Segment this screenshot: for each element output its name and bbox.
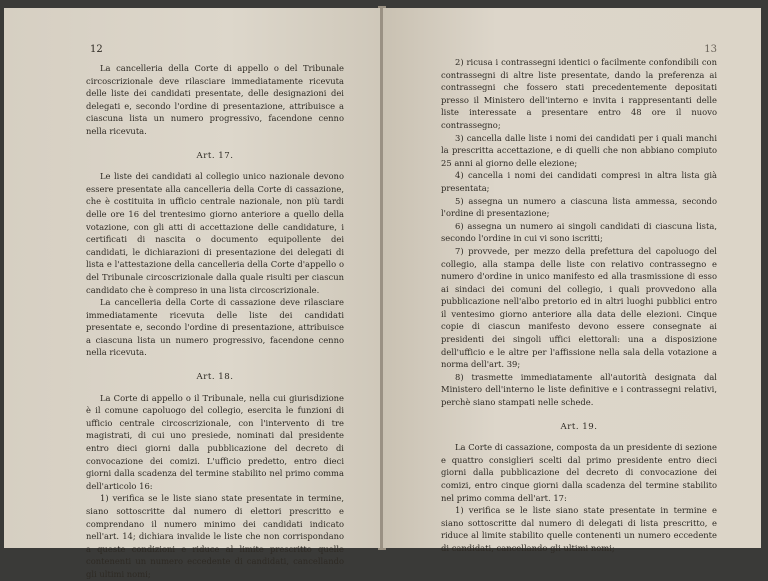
article-18-item-2: 2) ricusa i contrassegni identici o facilmente confondibili con contrassegni di altre liste presentate, dando la preferenza ai contrassegni che fossero stati precedentemente depositati presso il Ministero dell'interno e invita i rappresentanti delle liste interessate a presentare entro 48 ore il nuovo contrassegno; [441, 57, 717, 130]
article-19-heading: Art. 19. [560, 421, 598, 432]
page-number-left: 12 [90, 44, 103, 55]
article-18-item-5: 5) assegna un numero a ciascuna lista ammessa, secondo l'ordine di presentazione; [441, 195, 717, 219]
article-18-item-8: 8) trasmette immediatamente all'autorità designata dal Ministero dell'interno le liste definitive e i contrassegni relativi, perchè siano stampati nelle schede. [441, 371, 717, 408]
article-18-paragraph-1: La Corte di appello o il Tribunale, nella cui giurisdizione è il comune capoluogo del collegio, esercita le funzioni di ufficio centrale circoscrizionale, con l'intervento di tre magistrati, di cui uno presiede, nominati dal presidente entro dieci giorni dalla pubblicazione del decreto di convocazione dei comizi. L'ufficio predetto, entro dieci giorni dalla scadenza del termine stabilito nel primo comma dell'articolo 16: [86, 392, 344, 491]
article-18-item-3: 3) cancella dalle liste i nomi dei candidati per i quali manchi la prescritta accettazione, e di quelli che non abbiano compiuto 25 anni al giorno delle elezione; [441, 132, 717, 168]
intro-paragraph: La cancelleria della Corte di appello o del Tribunale circoscrizionale deve rilasciare immediatamente ricevuta delle liste dei candidati presentate, delle designazioni dei delegati e, secondo l'ordine di presentazione, attribuisce a ciascuna lista un numero progressivo, facendone cenno nella ricevuta. [86, 63, 344, 136]
article-19-paragraph-1: La Corte di cassazione, composta da un presidente di sezione e quattro consiglieri scelti dal primo presidente entro dieci giorni dalla pubblicazione del decreto di convocazione dei comizi, entro cinque giorni dalla scadenza del termine stabilito nel primo comma dell'art. 17: [441, 442, 717, 503]
article-18-item-4: 4) cancella i nomi dei candidati compresi in altra lista già presentata; [441, 170, 717, 193]
page-number-right: 13 [704, 44, 717, 55]
left-page [4, 8, 380, 579]
article-17-heading: Art. 17. [196, 150, 234, 161]
article-18-item-7: 7) provvede, per mezzo della prefettura del capoluogo del collegio, alla stampa delle liste con relativo contrassegno e numero d'ordine in unico manifesto ed alla trasmissione di esso ai sindaci dei comuni del collegio, i quali provvedono alla pubblicazione nell'albo pretorio ed in altri luoghi pubblici entro il ventesimo giorno anteriore alla data delle elezioni. Cinque copie di ciascun manifesto devono essere consegnate ai presidenti dei singoli uffici elettorali: una a disposizione dell'ufficio e le altre per l'affissione nella sala della votazione a norma dell'art. 39; [441, 245, 717, 370]
article-18-item-1: 1) verifica se le liste siano state presentate in termine, siano sottoscritte dal numero di elettori prescritto e comprendano il numero minimo dei candidati indicato nell'art. 14; dichiara invalide le liste che non corrispondano a queste condizioni e riduce al limite prescritto quelle contenenti un numero eccedente di candidati, cancellando gli ultimi nomi; [86, 493, 344, 579]
article-17-paragraph-2: La cancelleria della Corte di cassazione deve rilasciare immediatamente ricevuta delle liste dei candidati presentate e, secondo l'ordine di presentazione, attribuisce a ciascuna lista un numero progressivo, facendone cenno nella ricevuta. [86, 297, 344, 358]
right-page-text [441, 56, 717, 555]
right-page [383, 8, 761, 553]
left-page-text [86, 62, 344, 581]
article-18-heading: Art. 18. [196, 372, 234, 383]
article-18-item-6: 6) assegna un numero ai singoli candidati di ciascuna lista, secondo l'ordine in cui vi sono iscritti; [441, 220, 717, 244]
article-17-paragraph-1: Le liste dei candidati al collegio unico nazionale devono essere presentate alla cancelleria della Corte di cassazione, che è costituita in ufficio centrale nazionale, non più tardi delle ore 16 del trentesimo giorno anteriore a quello della votazione, con gli atti di accettazione delle candidature, i certificati di nascita o documento equipollente dei candidati, le dichiarazioni di presentazione dei delegati di lista e l'attestazione della cancelleria della Corte d'appello o del Tribunale circoscrizionale dalla quale risulti per ciascun candidato che è compreso in una lista circoscrizionale. [86, 171, 344, 295]
article-19-item-1: 1) verifica se le liste siano state presentate in termine e siano sottoscritte dal numero di delegati di lista prescritto, e riduce al limite stabilito quelle contenenti un numero eccedente di candidati, cancellando gli ultimi nomi; [441, 505, 717, 553]
